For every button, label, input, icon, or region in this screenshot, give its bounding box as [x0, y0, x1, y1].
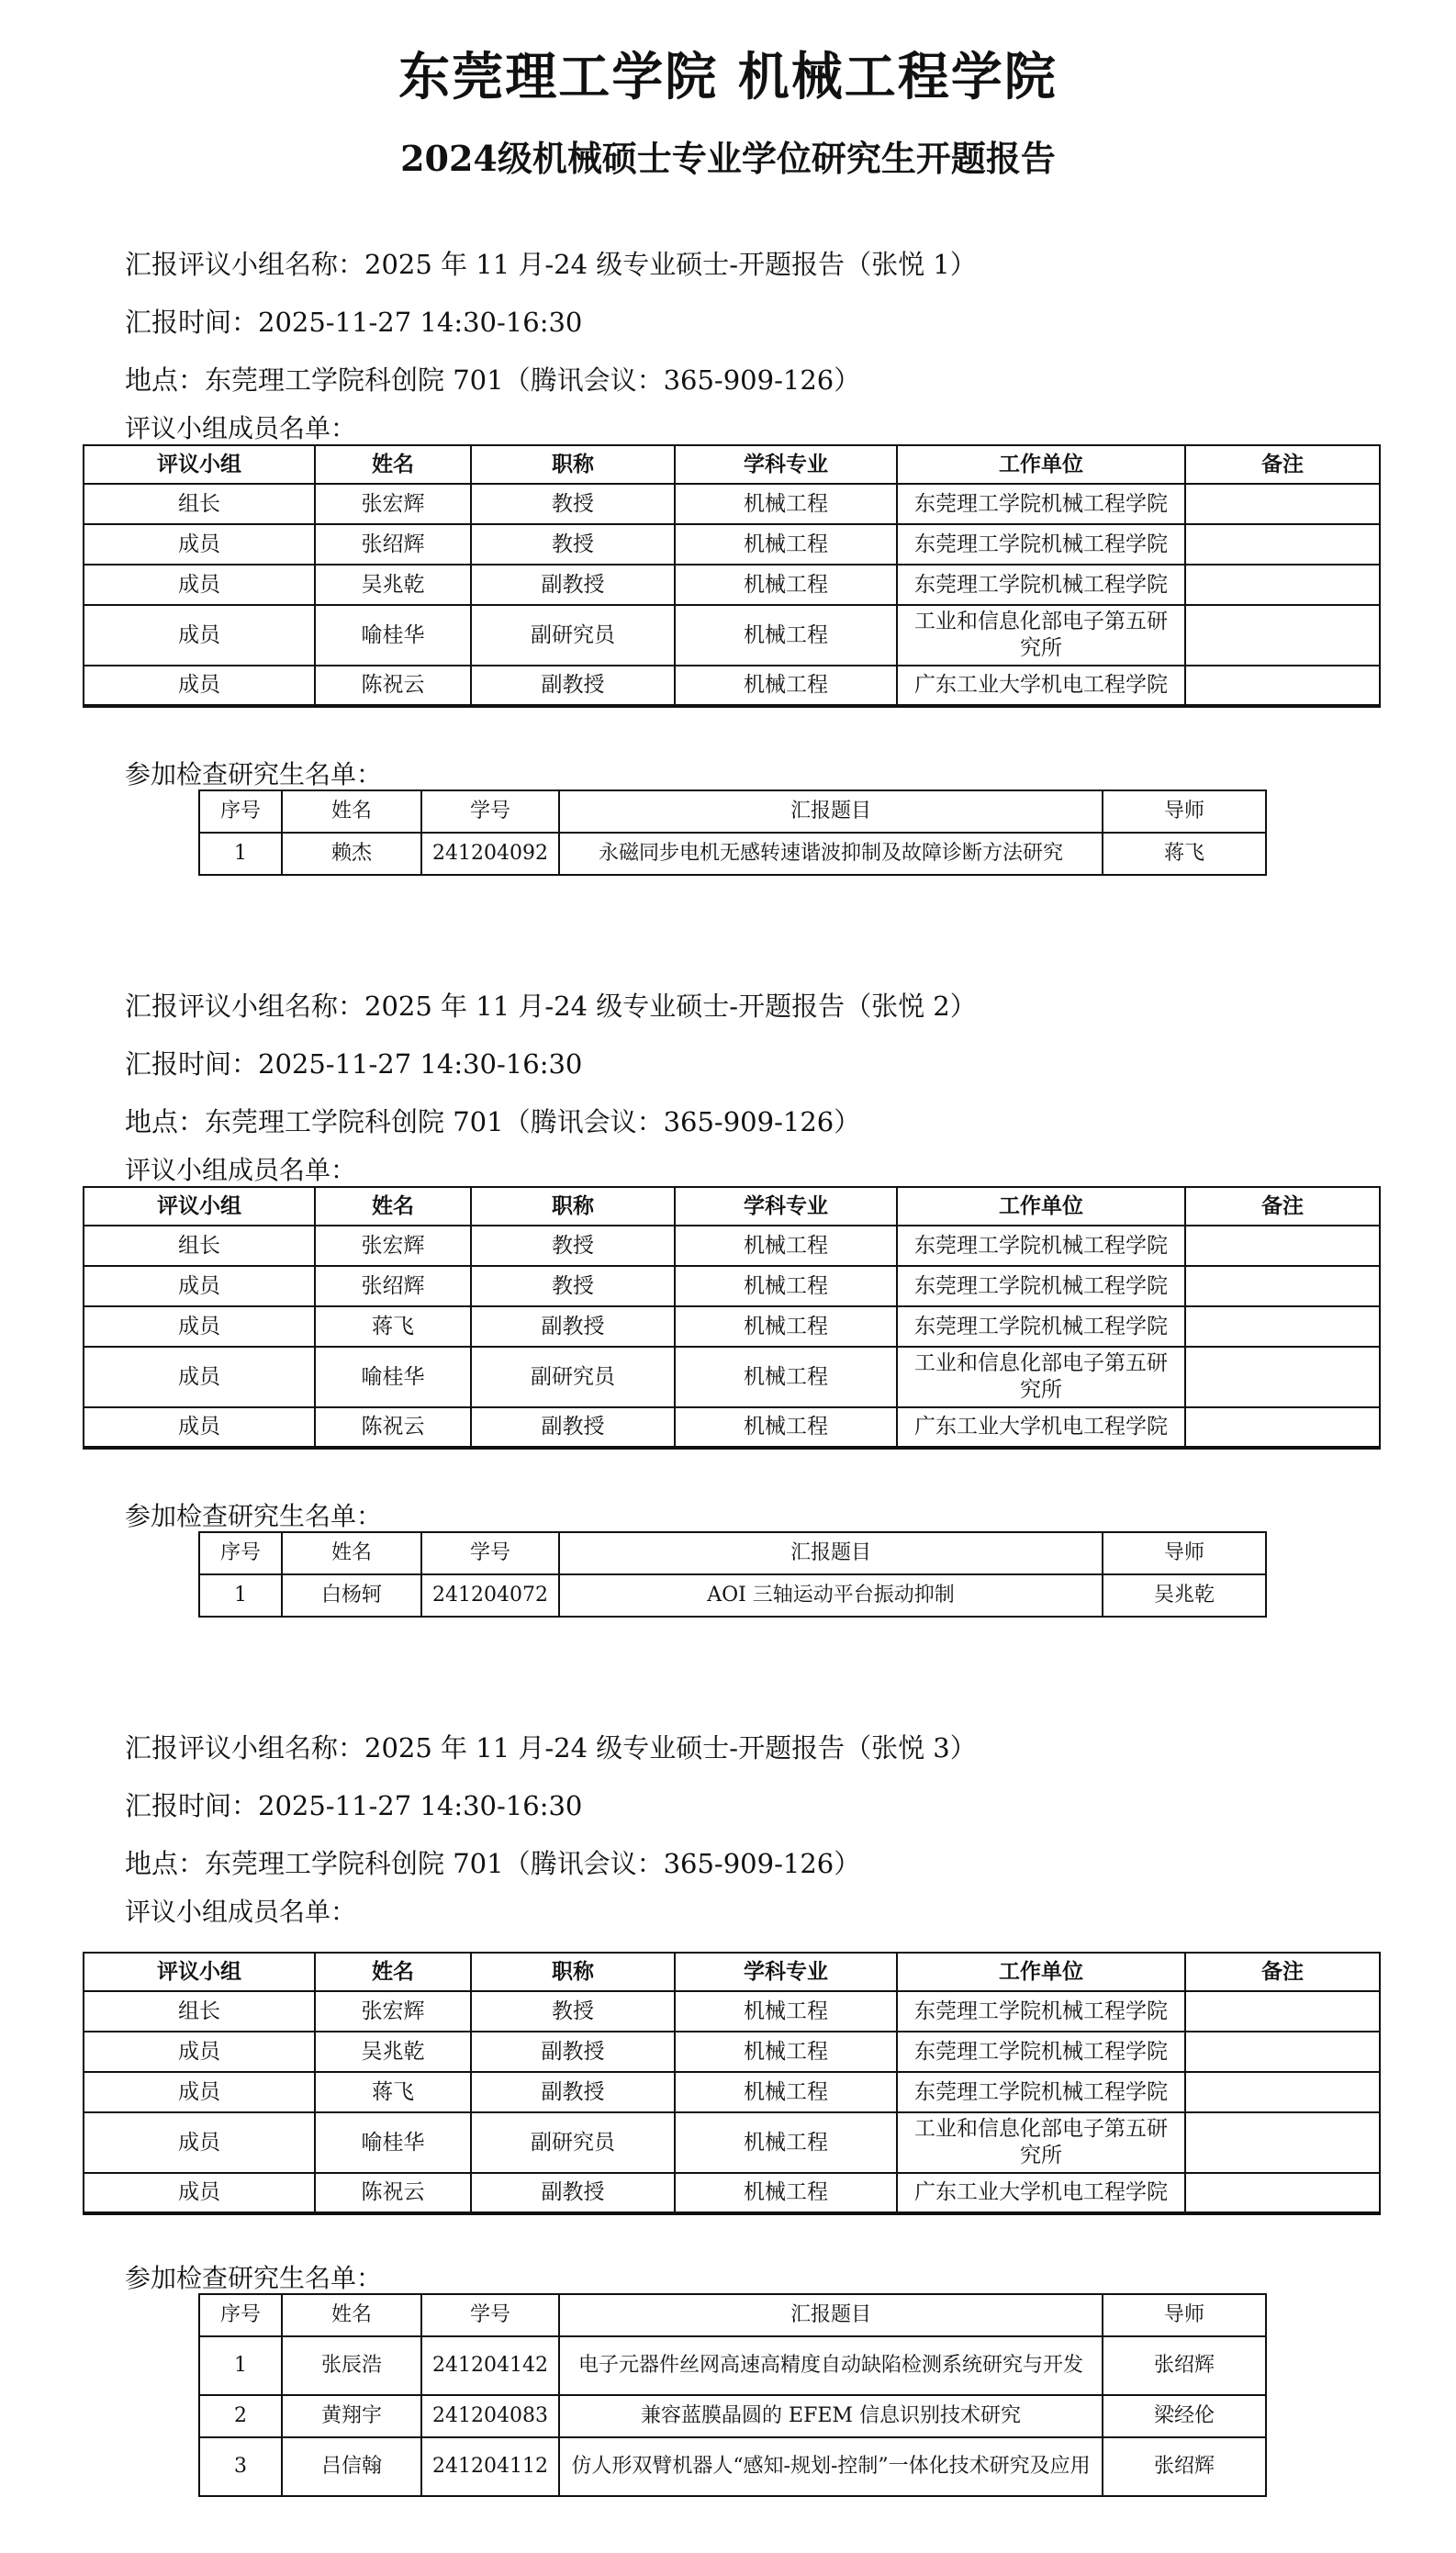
member-title: 教授 — [471, 1266, 675, 1306]
student-topic: 永磁同步电机无感转速谐波抑制及故障诊断方法研究 — [559, 833, 1103, 875]
member-major: 机械工程 — [675, 524, 897, 565]
students-table — [198, 789, 1267, 876]
student-advisor: 梁经伦 — [1103, 2395, 1266, 2437]
member-unit: 工业和信息化部电子第五研究所 — [897, 2112, 1185, 2173]
header-cell: 汇报题目 — [559, 1532, 1103, 1574]
table-row — [84, 2072, 1380, 2112]
member-role: 成员 — [84, 2072, 315, 2112]
member-note — [1185, 565, 1380, 605]
students-label: 参加检查研究生名单： — [125, 759, 383, 789]
members-label: 评议小组成员名单： — [125, 413, 357, 443]
student-name: 黄翔宇 — [282, 2395, 421, 2437]
header-cell: 学科专业 — [675, 1187, 897, 1226]
table-row — [84, 1347, 1380, 1407]
header-cell: 导师 — [1103, 2294, 1266, 2336]
member-major: 机械工程 — [675, 2173, 897, 2213]
member-major: 机械工程 — [675, 1306, 897, 1347]
student-id: 241204112 — [421, 2437, 559, 2496]
student-topic: 兼容蓝膜晶圆的 EFEM 信息识别技术研究 — [559, 2395, 1103, 2437]
header-cell: 职称 — [471, 445, 675, 484]
table-row — [84, 605, 1380, 666]
member-note — [1185, 2072, 1380, 2112]
member-name: 喻桂华 — [315, 1347, 471, 1407]
student-id: 241204142 — [421, 2336, 559, 2395]
group-name: 汇报评议小组名称：2025 年 11 月-24 级专业硕士-开题报告（张悦 3） — [125, 1732, 977, 1764]
member-note — [1185, 605, 1380, 666]
student-advisor: 张绍辉 — [1103, 2437, 1266, 2496]
table-row — [199, 833, 1266, 875]
member-name: 张绍辉 — [315, 1266, 471, 1306]
group-name: 汇报评议小组名称：2025 年 11 月-24 级专业硕士-开题报告（张悦 2） — [125, 991, 977, 1022]
member-major: 机械工程 — [675, 1407, 897, 1448]
header-cell: 序号 — [199, 2294, 282, 2336]
header-cell: 姓名 — [315, 1953, 471, 1991]
student-name: 张辰浩 — [282, 2336, 421, 2395]
member-note — [1185, 484, 1380, 524]
header-cell: 导师 — [1103, 790, 1266, 833]
member-note — [1185, 1407, 1380, 1448]
student-advisor: 吴兆乾 — [1103, 1574, 1266, 1617]
member-note — [1185, 1266, 1380, 1306]
member-unit: 东莞理工学院机械工程学院 — [897, 2032, 1185, 2072]
group-name: 汇报评议小组名称：2025 年 11 月-24 级专业硕士-开题报告（张悦 1） — [125, 249, 977, 280]
member-role: 成员 — [84, 2112, 315, 2173]
member-title: 副教授 — [471, 666, 675, 706]
student-no: 1 — [199, 1574, 282, 1617]
student-id: 241204083 — [421, 2395, 559, 2437]
header-cell: 评议小组 — [84, 1187, 315, 1226]
member-unit: 东莞理工学院机械工程学院 — [897, 484, 1185, 524]
member-unit: 工业和信息化部电子第五研究所 — [897, 605, 1185, 666]
table-row — [84, 524, 1380, 565]
member-title: 副教授 — [471, 1407, 675, 1448]
member-role: 成员 — [84, 1407, 315, 1448]
member-major: 机械工程 — [675, 1347, 897, 1407]
header-cell: 姓名 — [315, 1187, 471, 1226]
member-name: 吴兆乾 — [315, 565, 471, 605]
committee-table — [83, 444, 1381, 708]
header-cell: 备注 — [1185, 1953, 1380, 1991]
table-row — [84, 1306, 1380, 1347]
members-label: 评议小组成员名单： — [125, 1897, 357, 1927]
report-time: 汇报时间：2025-11-27 14:30-16:30 — [125, 1048, 583, 1080]
member-major: 机械工程 — [675, 565, 897, 605]
table-row — [84, 2112, 1380, 2173]
header-cell: 职称 — [471, 1953, 675, 1991]
member-unit: 广东工业大学机电工程学院 — [897, 1407, 1185, 1448]
member-title: 教授 — [471, 524, 675, 565]
member-unit: 广东工业大学机电工程学院 — [897, 2173, 1185, 2213]
report-location: 地点：东莞理工学院科创院 701（腾讯会议：365-909-126） — [125, 364, 861, 396]
member-role: 组长 — [84, 1991, 315, 2032]
student-no: 1 — [199, 833, 282, 875]
member-major: 机械工程 — [675, 666, 897, 706]
header-cell: 工作单位 — [897, 1187, 1185, 1226]
member-unit: 东莞理工学院机械工程学院 — [897, 2072, 1185, 2112]
students-table — [198, 1531, 1267, 1618]
table-row — [84, 1991, 1380, 2032]
header-cell: 序号 — [199, 790, 282, 833]
header-cell: 学科专业 — [675, 445, 897, 484]
member-unit: 东莞理工学院机械工程学院 — [897, 1226, 1185, 1266]
header-cell: 职称 — [471, 1187, 675, 1226]
table-header-row — [199, 790, 1266, 833]
member-major: 机械工程 — [675, 1266, 897, 1306]
member-note — [1185, 666, 1380, 706]
table-header-row — [84, 1187, 1380, 1226]
header-cell: 学号 — [421, 790, 559, 833]
header-cell: 评议小组 — [84, 445, 315, 484]
member-major: 机械工程 — [675, 605, 897, 666]
member-unit: 工业和信息化部电子第五研究所 — [897, 1347, 1185, 1407]
table-header-row — [84, 1953, 1380, 1991]
student-topic: AOI 三轴运动平台振动抑制 — [559, 1574, 1103, 1617]
table-header-row — [199, 1532, 1266, 1574]
member-name: 喻桂华 — [315, 605, 471, 666]
table-row — [84, 1407, 1380, 1448]
table-row — [84, 565, 1380, 605]
member-name: 张宏辉 — [315, 1226, 471, 1266]
report-time: 汇报时间：2025-11-27 14:30-16:30 — [125, 1790, 583, 1821]
member-unit: 东莞理工学院机械工程学院 — [897, 565, 1185, 605]
member-name: 蒋飞 — [315, 2072, 471, 2112]
student-name: 吕信翰 — [282, 2437, 421, 2496]
student-no: 2 — [199, 2395, 282, 2437]
member-unit: 广东工业大学机电工程学院 — [897, 666, 1185, 706]
member-unit: 东莞理工学院机械工程学院 — [897, 1306, 1185, 1347]
member-name: 陈祝云 — [315, 666, 471, 706]
student-name: 白杨轲 — [282, 1574, 421, 1617]
header-cell: 工作单位 — [897, 1953, 1185, 1991]
member-unit: 东莞理工学院机械工程学院 — [897, 524, 1185, 565]
students-table — [198, 2293, 1267, 2497]
member-major: 机械工程 — [675, 2072, 897, 2112]
member-title: 副教授 — [471, 1306, 675, 1347]
member-unit: 东莞理工学院机械工程学院 — [897, 1991, 1185, 2032]
student-advisor: 蒋飞 — [1103, 833, 1266, 875]
member-role: 成员 — [84, 524, 315, 565]
table-header-row — [199, 2294, 1266, 2336]
member-note — [1185, 1306, 1380, 1347]
member-role: 组长 — [84, 484, 315, 524]
member-unit: 东莞理工学院机械工程学院 — [897, 1266, 1185, 1306]
member-title: 教授 — [471, 484, 675, 524]
member-major: 机械工程 — [675, 1226, 897, 1266]
member-name: 陈祝云 — [315, 2173, 471, 2213]
table-row — [84, 1226, 1380, 1266]
header-cell: 汇报题目 — [559, 790, 1103, 833]
member-title: 副教授 — [471, 2032, 675, 2072]
member-name: 陈祝云 — [315, 1407, 471, 1448]
table-row — [84, 2173, 1380, 2213]
student-topic: 电子元器件丝网高速高精度自动缺陷检测系统研究与开发 — [559, 2336, 1103, 2395]
student-no: 3 — [199, 2437, 282, 2496]
table-row — [199, 2395, 1266, 2437]
member-note — [1185, 524, 1380, 565]
student-id: 241204092 — [421, 833, 559, 875]
member-name: 张宏辉 — [315, 484, 471, 524]
member-title: 教授 — [471, 1226, 675, 1266]
member-note — [1185, 2112, 1380, 2173]
header-cell: 姓名 — [315, 445, 471, 484]
member-title: 副研究员 — [471, 605, 675, 666]
header-cell: 备注 — [1185, 445, 1380, 484]
member-note — [1185, 1347, 1380, 1407]
committee-table — [83, 1952, 1381, 2215]
member-role: 成员 — [84, 605, 315, 666]
table-row — [199, 1574, 1266, 1617]
header-cell: 学号 — [421, 2294, 559, 2336]
member-name: 张绍辉 — [315, 524, 471, 565]
document-title: 东莞理工学院 机械工程学院 — [398, 47, 1058, 107]
header-cell: 导师 — [1103, 1532, 1266, 1574]
student-no: 1 — [199, 2336, 282, 2395]
member-major: 机械工程 — [675, 2032, 897, 2072]
table-row — [84, 1266, 1380, 1306]
students-label: 参加检查研究生名单： — [125, 2263, 383, 2293]
member-role: 成员 — [84, 1347, 315, 1407]
member-title: 副教授 — [471, 2072, 675, 2112]
header-cell: 学科专业 — [675, 1953, 897, 1991]
header-cell: 汇报题目 — [559, 2294, 1103, 2336]
member-role: 成员 — [84, 1306, 315, 1347]
member-name: 喻桂华 — [315, 2112, 471, 2173]
header-cell: 序号 — [199, 1532, 282, 1574]
table-row — [84, 484, 1380, 524]
table-row — [84, 2032, 1380, 2072]
header-cell: 学号 — [421, 1532, 559, 1574]
document-subtitle: 2024级机械硕士专业学位研究生开题报告 — [400, 138, 1056, 179]
member-major: 机械工程 — [675, 1991, 897, 2032]
member-role: 成员 — [84, 565, 315, 605]
member-note — [1185, 2173, 1380, 2213]
table-header-row — [84, 445, 1380, 484]
member-name: 张宏辉 — [315, 1991, 471, 2032]
header-cell: 评议小组 — [84, 1953, 315, 1991]
student-id: 241204072 — [421, 1574, 559, 1617]
header-cell: 备注 — [1185, 1187, 1380, 1226]
table-row — [199, 2437, 1266, 2496]
member-role: 成员 — [84, 1266, 315, 1306]
report-time: 汇报时间：2025-11-27 14:30-16:30 — [125, 307, 583, 338]
member-title: 副研究员 — [471, 2112, 675, 2173]
member-note — [1185, 2032, 1380, 2072]
student-name: 赖杰 — [282, 833, 421, 875]
member-major: 机械工程 — [675, 2112, 897, 2173]
member-major: 机械工程 — [675, 484, 897, 524]
header-cell: 姓名 — [282, 1532, 421, 1574]
student-advisor: 张绍辉 — [1103, 2336, 1266, 2395]
table-row — [199, 2336, 1266, 2395]
members-label: 评议小组成员名单： — [125, 1155, 357, 1185]
header-cell: 姓名 — [282, 790, 421, 833]
header-cell: 工作单位 — [897, 445, 1185, 484]
member-title: 副研究员 — [471, 1347, 675, 1407]
student-topic: 仿人形双臂机器人“感知-规划-控制”一体化技术研究及应用 — [559, 2437, 1103, 2496]
member-role: 组长 — [84, 1226, 315, 1266]
member-note — [1185, 1226, 1380, 1266]
table-row — [84, 666, 1380, 706]
header-cell: 姓名 — [282, 2294, 421, 2336]
students-label: 参加检查研究生名单： — [125, 1501, 383, 1531]
member-role: 成员 — [84, 2032, 315, 2072]
report-location: 地点：东莞理工学院科创院 701（腾讯会议：365-909-126） — [125, 1106, 861, 1137]
member-title: 教授 — [471, 1991, 675, 2032]
member-role: 成员 — [84, 2173, 315, 2213]
member-title: 副教授 — [471, 565, 675, 605]
member-role: 成员 — [84, 666, 315, 706]
member-title: 副教授 — [471, 2173, 675, 2213]
member-name: 吴兆乾 — [315, 2032, 471, 2072]
member-note — [1185, 1991, 1380, 2032]
committee-table — [83, 1186, 1381, 1450]
member-name: 蒋飞 — [315, 1306, 471, 1347]
report-location: 地点：东莞理工学院科创院 701（腾讯会议：365-909-126） — [125, 1848, 861, 1879]
